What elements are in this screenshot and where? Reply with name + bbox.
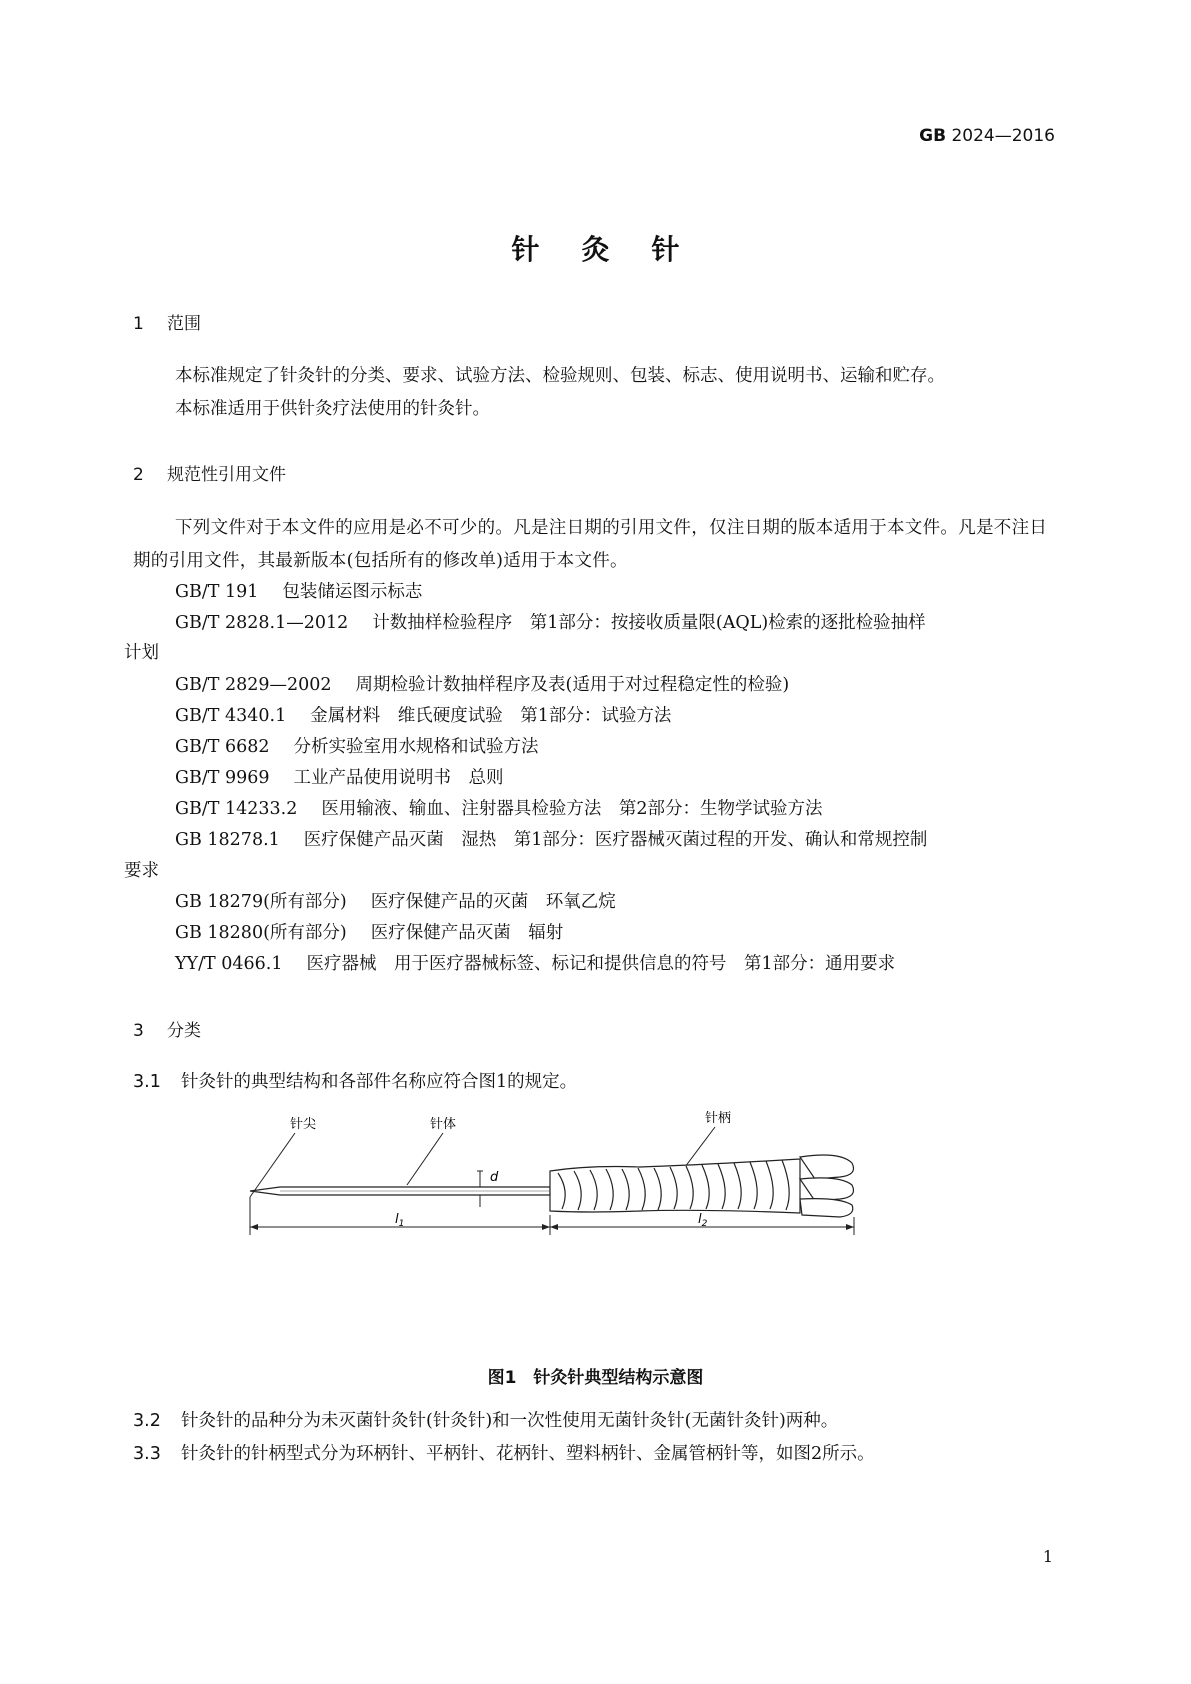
section-1-para-1: 本标准规定了针灸针的分类、要求、试验方法、检验规则、包装、标志、使用说明书、运输和贮存。 xyxy=(175,366,945,386)
section-1-heading: 1 范围 xyxy=(133,314,201,334)
label-tip: 针尖 xyxy=(290,1117,317,1132)
code-prefix: GB xyxy=(919,126,947,146)
ref-item: GB/T 14233.2 医用输液、输血、注射器具检验方法 第2部分：生物学试验方法 xyxy=(175,799,823,819)
figure-caption: 图1 针灸针典型结构示意图 xyxy=(487,1368,704,1388)
section-1-para-2: 本标准适用于供针灸疗法使用的针灸针。 xyxy=(175,399,490,419)
standard-code xyxy=(919,126,1055,146)
section-3-heading: 3 分类 xyxy=(133,1021,201,1041)
handle-loop xyxy=(800,1155,854,1217)
handle-coil xyxy=(550,1159,800,1213)
clause-3-3: 3.3 针灸针的针柄型式分为环柄针、平柄针、花柄针、塑料柄针、金属管柄针等，如图2所示。 xyxy=(133,1444,875,1464)
page-title: 针灸针 xyxy=(511,233,722,266)
label-d: d xyxy=(490,1170,499,1185)
page-number: 1 xyxy=(1042,1547,1053,1566)
section-2-intro: 下列文件对于本文件的应用是必不可少的。凡是注日期的引用文件，仅注日期的版本适用于本文件。凡是不注日期的引用文件，其最新版本(包括所有的修改单)适用于本文件。 xyxy=(133,518,1048,571)
ref-item: GB/T 2828.1—2012 计数抽样检验程序 第1部分：按接收质量限(AQL)检索的逐批检验抽样 xyxy=(175,613,926,633)
ref-item: GB 18280(所有部分) 医疗保健产品灭菌 辐射 xyxy=(175,923,564,943)
body-leader xyxy=(407,1133,443,1185)
code-number: 2024—2016 xyxy=(951,126,1055,146)
label-l1: $l_1$ xyxy=(395,1212,405,1229)
clause-3-1: 3.1 针灸针的典型结构和各部件名称应符合图1的规定。 xyxy=(133,1072,578,1092)
needle-diagram xyxy=(240,1105,960,1345)
ref-item-continued: 要求 xyxy=(124,861,159,881)
ref-item: GB 18279(所有部分) 医疗保健产品的灭菌 环氧乙烷 xyxy=(175,892,616,912)
ref-item: GB/T 9969 工业产品使用说明书 总则 xyxy=(175,768,504,788)
ref-item: GB/T 2829—2002 周期检验计数抽样程序及表(适用于对过程稳定性的检验) xyxy=(175,675,790,695)
ref-item: GB 18278.1 医疗保健产品灭菌 湿热 第1部分：医疗器械灭菌过程的开发、确认和常规控制 xyxy=(175,830,928,850)
ref-item-continued: 计划 xyxy=(124,643,159,663)
label-body: 针体 xyxy=(430,1117,457,1132)
label-l2: $l_2$ xyxy=(698,1212,708,1229)
label-handle: 针柄 xyxy=(705,1111,732,1126)
ref-item: GB/T 4340.1 金属材料 维氏硬度试验 第1部分：试验方法 xyxy=(175,706,672,726)
section-2-heading: 2 规范性引用文件 xyxy=(133,465,286,485)
ref-item: YY/T 0466.1 医疗器械 用于医疗器械标签、标记和提供信息的符号 第1部分：通用要求 xyxy=(175,954,896,974)
ref-item: GB/T 6682 分析实验室用水规格和试验方法 xyxy=(175,737,539,757)
ref-item: GB/T 191 包装储运图示标志 xyxy=(175,582,423,602)
clause-3-2: 3.2 针灸针的品种分为未灭菌针灸针(针灸针)和一次性使用无菌针灸针(无菌针灸针)两种。 xyxy=(133,1411,839,1431)
